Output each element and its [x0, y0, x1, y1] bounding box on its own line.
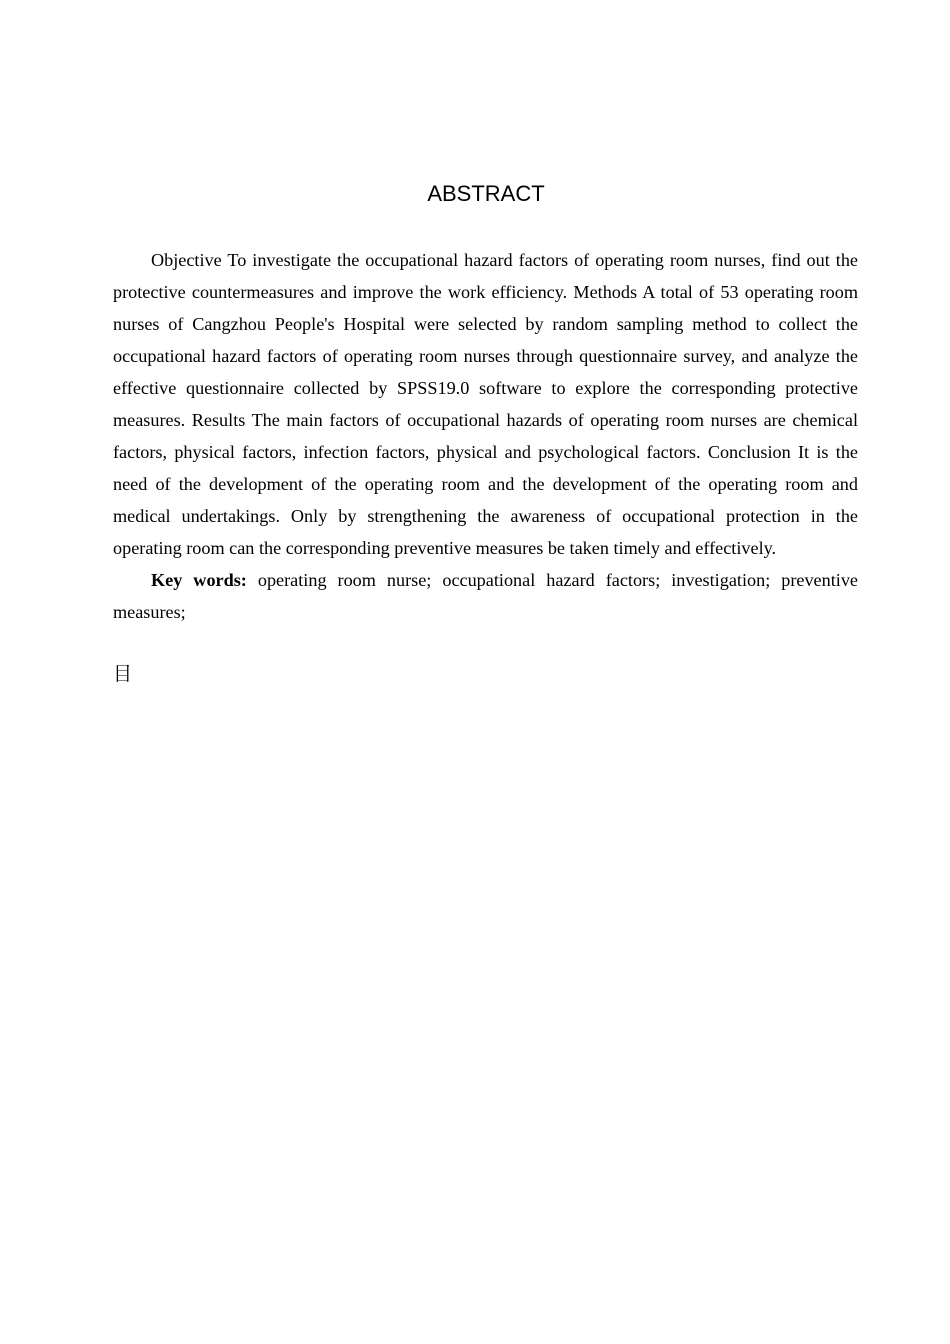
abstract-body [113, 244, 858, 628]
abstract-paragraph: Objective To investigate the occupational hazard factors of operating room nurses, find out the protective countermeasures and improve the work efficiency. Methods A total of 53 operating room nurses of Cangzhou People's Hospital were selected by random sampling method to collect the occupational hazard factors of operating room nurses through questionnaire survey, and analyze the effective questionnaire collected by SPSS19.0 software to explore the corresponding protective measures. Results The main factors of occupational hazards of operating room nurses are chemical factors, physical factors, infection factors, physical and psychological factors. Conclusion It is the need of the development of the operating room and the development of the operating room and medical undertakings. Only by strengthening the awareness of occupational protection in the operating room can the corresponding preventive measures be taken timely and effectively. [113, 250, 858, 558]
keywords-paragraph [113, 564, 858, 628]
toc-heading-fragment: 目 [113, 663, 133, 685]
keywords-text: operating room nurse; occupational hazard factors; investigation; preventive measures; [113, 570, 858, 622]
keywords-label: Key words: [151, 570, 247, 590]
abstract-heading: ABSTRACT [427, 181, 545, 206]
